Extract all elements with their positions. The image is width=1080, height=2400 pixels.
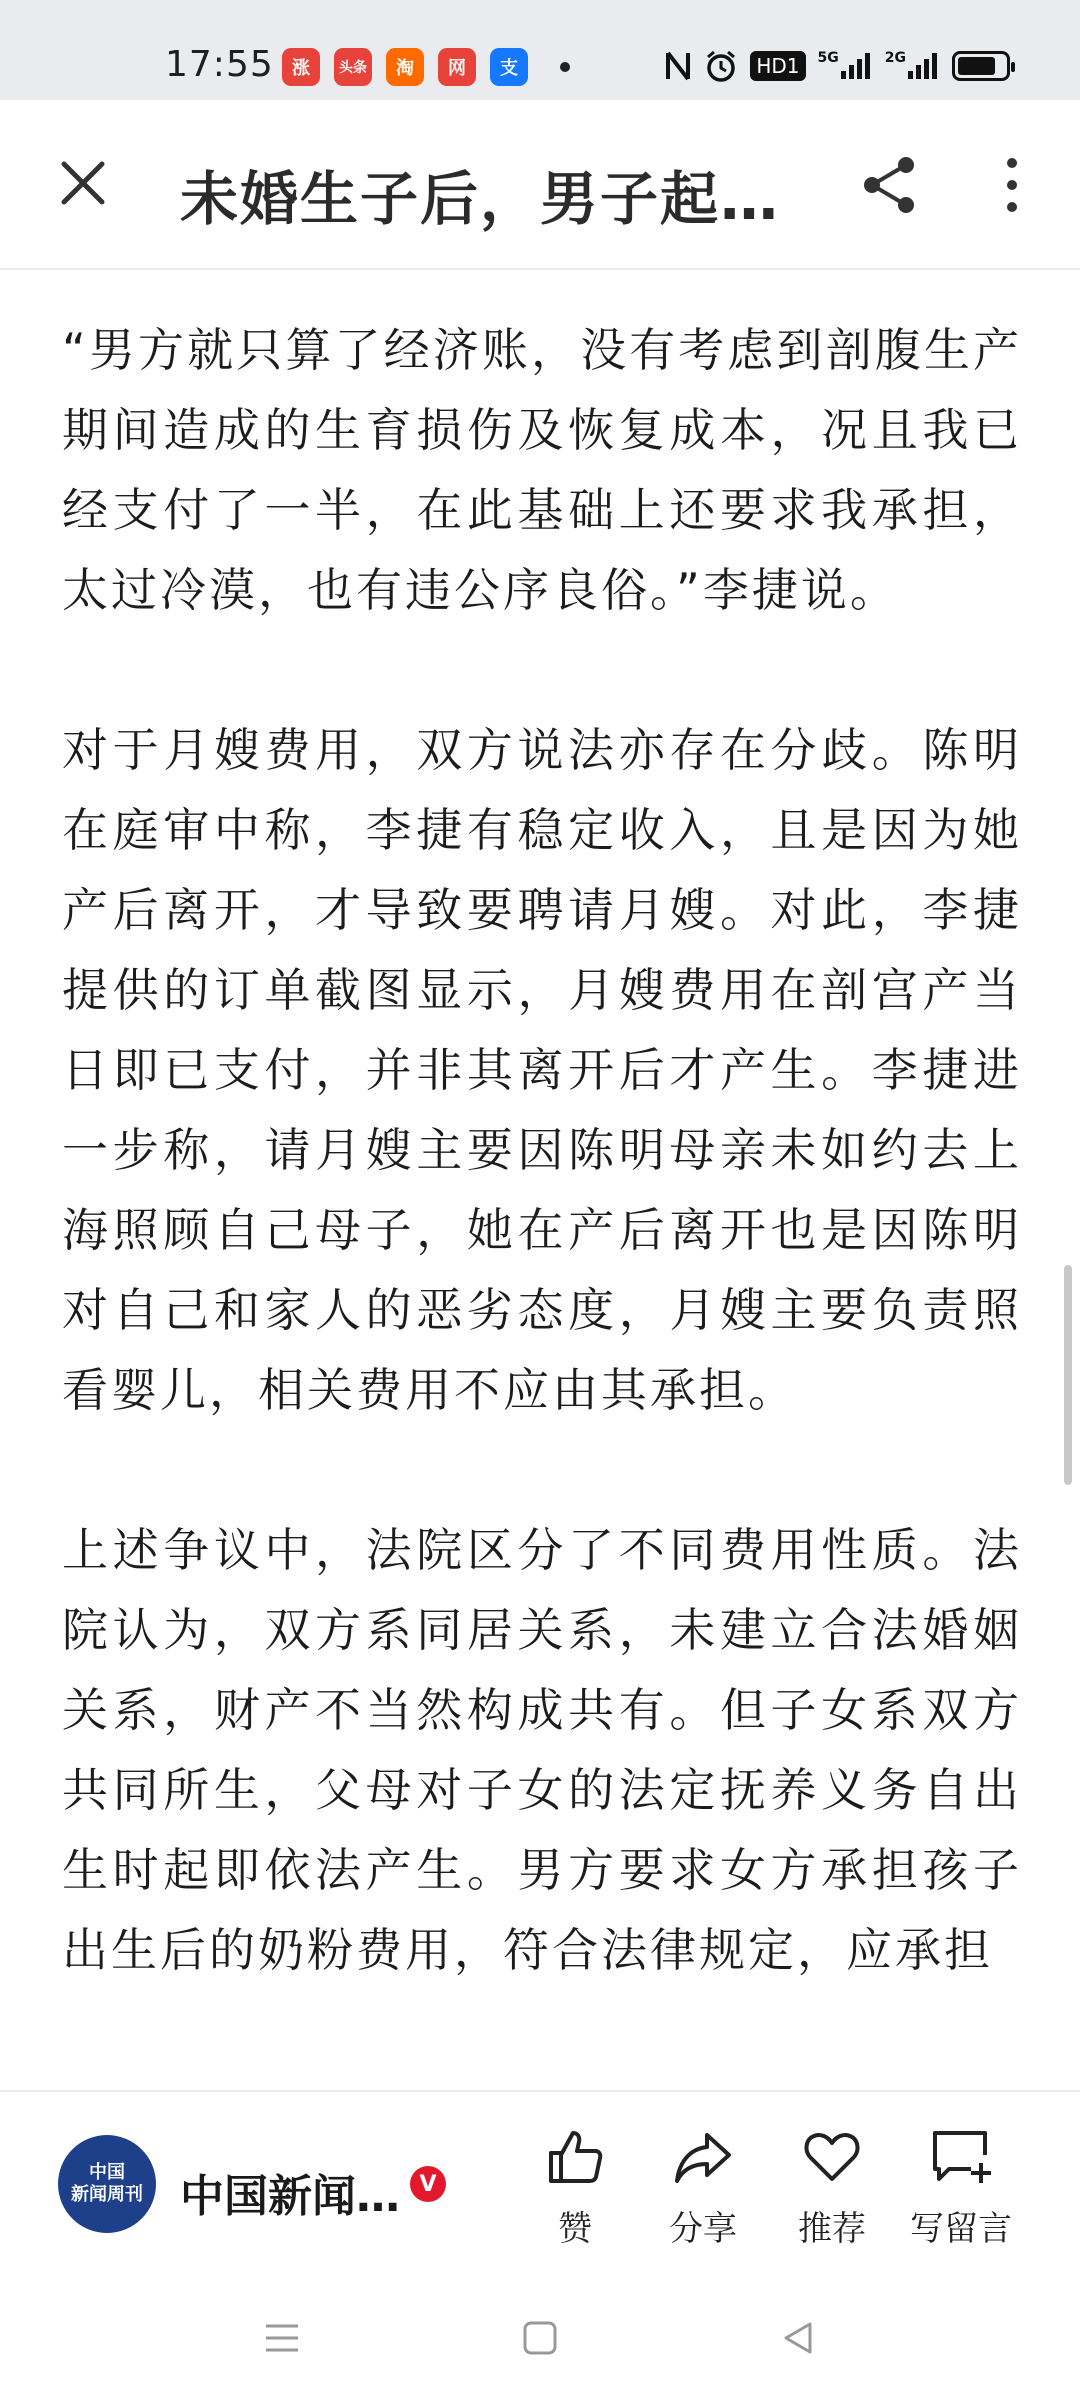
more-dot-icon: [1007, 180, 1017, 190]
recommend-button[interactable]: [772, 2127, 892, 2247]
taobao-app-icon: 淘: [386, 48, 424, 86]
publisher-logo[interactable]: [58, 2135, 156, 2233]
scrollbar[interactable]: [1064, 1265, 1072, 1485]
menu-icon: [262, 2318, 302, 2358]
more-options-button[interactable]: [990, 145, 1034, 225]
system-icons: [664, 48, 1010, 84]
article-paragraph: 上述争议中，法院区分了不同费用性质。法院认为，双方系同居关系，未建立合法婚姻关系，财产不当然构成共有。但子女系双方共同所生，父母对子女的法定抚养义务自出生时起即依法产生。男方要求女方承担孩子出生后的奶粉费用，符合法律规定，应承担: [62, 1523, 1022, 1977]
share-icon: [860, 155, 920, 215]
share-button[interactable]: [850, 145, 930, 225]
logo-text-line1: 中国: [89, 2162, 125, 2183]
status-time: 17:55: [165, 44, 274, 85]
hd-badge: HD1: [750, 51, 805, 81]
nfc-icon: [664, 48, 692, 84]
battery-icon: [952, 51, 1010, 81]
close-icon: [58, 158, 108, 208]
article-header: [0, 100, 1080, 270]
more-notifications-dot-icon: [560, 62, 570, 72]
more-dot-icon: [1007, 202, 1017, 212]
more-dot-icon: [1007, 158, 1017, 168]
toutiao-app-icon: 头条: [334, 48, 372, 86]
like-label: 赞: [558, 2209, 592, 2249]
verified-badge-icon: V: [410, 2166, 446, 2202]
page-title: 未婚生子后，男子起…: [180, 165, 781, 233]
menu-nav-button[interactable]: [252, 2308, 312, 2368]
zhang-app-icon: 涨: [282, 48, 320, 86]
thumbs-up-icon: [543, 2127, 607, 2187]
article-body[interactable]: [62, 310, 1022, 2090]
publisher-name[interactable]: 中国新闻…: [180, 2171, 400, 2222]
article-paragraph: 对于月嫂费用，双方说法亦存在分歧。陈明在庭审中称，李捷有稳定收入，且是因为她产后离开，才导致要聘请月嫂。对此，李捷提供的订单截图显示，月嫂费用在剖宫产当日即已支付，并非其离开后才产生。李捷进一步称，请月嫂主要因陈明母亲未如约去上海照顾自己母子，她在产后离开也是因陈明对自己和家人的恶劣态度，月嫂主要负责照看婴儿，相关费用不应由其承担。: [62, 723, 1022, 1417]
back-nav-button[interactable]: [768, 2308, 828, 2368]
home-square-icon: [520, 2318, 560, 2358]
system-nav-bar: [0, 2270, 1080, 2400]
logo-text-line2: 新闻周刊: [71, 2184, 143, 2205]
signal-2g-icon: [885, 48, 940, 84]
close-button[interactable]: [48, 148, 118, 218]
share-label: 分享: [669, 2209, 737, 2249]
back-triangle-icon: [778, 2318, 818, 2358]
notification-icons: [282, 48, 570, 86]
comment-add-icon: [929, 2127, 993, 2187]
write-comment-label: 写留言: [910, 2209, 1012, 2249]
signal-5g-icon: [818, 48, 873, 84]
alipay-app-icon: 支: [490, 48, 528, 86]
alarm-icon: [704, 48, 738, 84]
bottom-action-bar: [0, 2090, 1080, 2270]
write-comment-button[interactable]: [901, 2127, 1021, 2247]
share-action-button[interactable]: [643, 2127, 763, 2247]
status-bar: [0, 0, 1080, 100]
network-2g-label: 2G: [884, 50, 906, 66]
like-button[interactable]: [515, 2127, 635, 2247]
article-paragraph: “男方就只算了经济账，没有考虑到剖腹生产期间造成的生育损伤及恢复成本，况且我已经支付了一半，在此基础上还要求我承担，太过冷漠，也有违公序良俗。”李捷说。: [62, 323, 1022, 617]
home-nav-button[interactable]: [510, 2308, 570, 2368]
recommend-label: 推荐: [798, 2209, 866, 2249]
heart-icon: [800, 2127, 864, 2187]
network-5g-label: 5G: [817, 50, 839, 66]
news-app-icon: 网: [438, 48, 476, 86]
forward-arrow-icon: [671, 2127, 735, 2187]
